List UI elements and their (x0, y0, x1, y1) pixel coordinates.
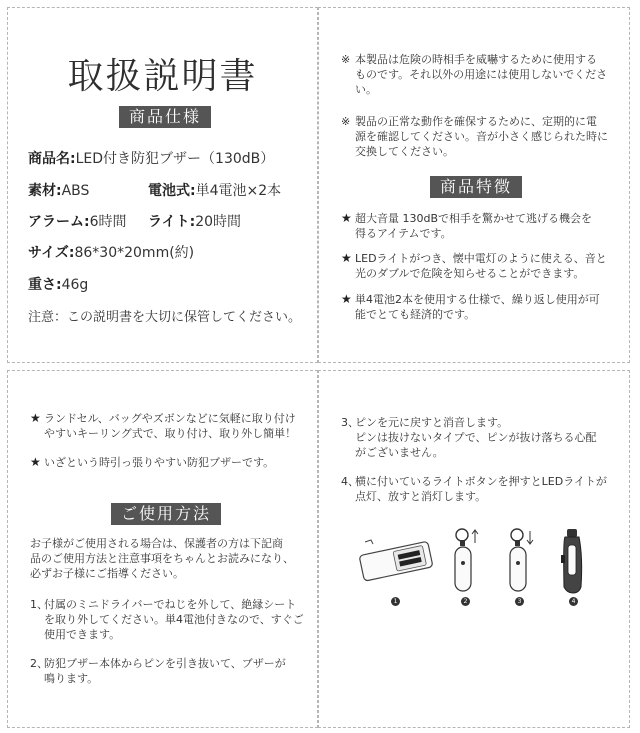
product-name-row (28, 148, 274, 168)
warning-line: 本製品は危険の時相手を威嚇するために使用する (355, 53, 597, 66)
star-icon: ★ (30, 455, 41, 469)
alarm-row (28, 211, 127, 231)
weight-row (28, 274, 88, 294)
step-line: 使用できます。 (44, 628, 121, 641)
warning-item (341, 52, 621, 97)
light-label: ライト: (148, 214, 196, 230)
feature-item (30, 455, 312, 470)
feature-line: 超大音量 130dBで相手を驚かせて逃げる機会を (355, 212, 593, 225)
step-line: 横に付いているライトボタンを押すとLEDライトが (355, 475, 607, 488)
step-line: ピンを元に戻すと消音します。 (355, 416, 509, 429)
step-number: 1、 (30, 598, 48, 611)
usage-step (341, 474, 623, 504)
feature-line: ランドセル、バッグやズボンなどに気軽に取り付け (44, 412, 296, 425)
step-line: 鳴ります。 (44, 672, 99, 685)
usage-intro (30, 536, 312, 581)
step-number: 4、 (341, 475, 359, 488)
size-row (28, 242, 194, 262)
material-row (28, 180, 89, 200)
star-icon: ★ (341, 292, 352, 306)
step-line: がございません。 (355, 446, 444, 459)
light-value: 20時間 (195, 214, 242, 230)
feature-item (341, 251, 623, 281)
figure-number: 4 (569, 597, 578, 606)
warning-line: ものです。それ以外の用途には使用しないでくださ (355, 68, 608, 81)
note-mark: ※ (341, 53, 351, 66)
figure-number: 3 (515, 597, 524, 606)
feature-line: 光のダブルで危険を知らせることができます。 (355, 267, 585, 280)
product-name-label: 商品名: (28, 151, 76, 167)
storage-note: 注意：この説明書を大切に保管してください。 (28, 310, 302, 325)
usage-step (341, 415, 623, 460)
features-heading: 商品特徴 (430, 176, 522, 198)
warning-line: 源を確認してください。音が小さく感じられた時に (355, 130, 608, 143)
step-line: 防犯ブザー本体からピンを引き抜いて、ブザーが (44, 657, 286, 670)
intro-line: お子様がご使用される場合は、保護者の方は下記商 (30, 537, 283, 550)
battery-row (148, 180, 281, 200)
feature-line: 得るアイテムです。 (355, 227, 452, 240)
buzzer-pin-out-illustration (451, 527, 481, 595)
usage-panel (7, 370, 318, 728)
buzzer-light-button-illustration (559, 527, 589, 595)
light-row (148, 211, 241, 231)
warning-line: 交換してください。 (355, 145, 454, 158)
intro-line: 品のご使用方法と注意事項をちゃんとお読みになり、 (30, 552, 294, 565)
star-icon: ★ (341, 251, 352, 265)
figure-number: 1 (391, 597, 400, 606)
feature-item (30, 411, 312, 441)
usage-step (30, 656, 312, 686)
feature-line: 能でとても経済的です。 (355, 308, 476, 321)
warning-line: い。 (355, 83, 377, 96)
step-line: 付属のミニドライバーでねじを外して、絶縁シート (44, 598, 297, 611)
page-title: 取扱説明書 (67, 56, 258, 97)
weight-label: 重さ: (28, 277, 62, 293)
feature-line: いざという時引っ張りやすい防犯ブザーです。 (44, 456, 275, 469)
step-line: ピンは抜けないタイプで、ピンが抜け落ちる心配 (355, 431, 597, 444)
feature-line: やすいキーリング式で、取り付け、取り外し簡単！ (44, 427, 297, 440)
warning-item (341, 114, 621, 159)
step-line: を取り外してください。単4電池付きなので、すぐご (44, 613, 304, 626)
battery-compartment-illustration (355, 536, 439, 586)
spec-heading: 商品仕様 (119, 106, 211, 128)
battery-value: 単4電池×2本 (195, 183, 282, 199)
material-label: 素材: (28, 183, 62, 199)
weight-value: 46g (61, 277, 89, 293)
battery-label: 電池式: (148, 183, 196, 199)
step-line: 点灯、放すと消灯します。 (355, 490, 487, 503)
size-value: 86*30*20mm(約) (74, 245, 195, 261)
feature-item (341, 211, 623, 241)
intro-line: 必ずお子様にご指導ください。 (30, 567, 184, 580)
product-name-value: LED付き防犯ブザー（130dB） (75, 151, 275, 167)
warnings-features-panel (318, 7, 630, 363)
spec-panel (7, 7, 318, 363)
feature-line: 単4電池2本を使用する仕様で、繰り返し使用が可 (355, 293, 600, 306)
alarm-value: 6時間 (89, 214, 127, 230)
material-value: ABS (61, 183, 90, 199)
note-mark: ※ (341, 115, 351, 128)
star-icon: ★ (30, 411, 41, 425)
usage-heading: ご使用方法 (111, 503, 221, 525)
buzzer-pin-in-illustration (506, 527, 536, 595)
feature-item (341, 292, 623, 322)
star-icon: ★ (341, 211, 352, 225)
usage-steps-panel (318, 370, 630, 728)
step-number: 3、 (341, 416, 359, 429)
size-label: サイズ: (28, 245, 75, 261)
alarm-label: アラーム: (28, 214, 90, 230)
warning-line: 製品の正常な動作を確保するために、定期的に電 (355, 115, 597, 128)
usage-step (30, 597, 312, 642)
feature-line: LEDライトがつき、懐中電灯のように使える、音と (355, 252, 607, 265)
figure-number: 2 (461, 597, 470, 606)
step-number: 2、 (30, 657, 48, 670)
